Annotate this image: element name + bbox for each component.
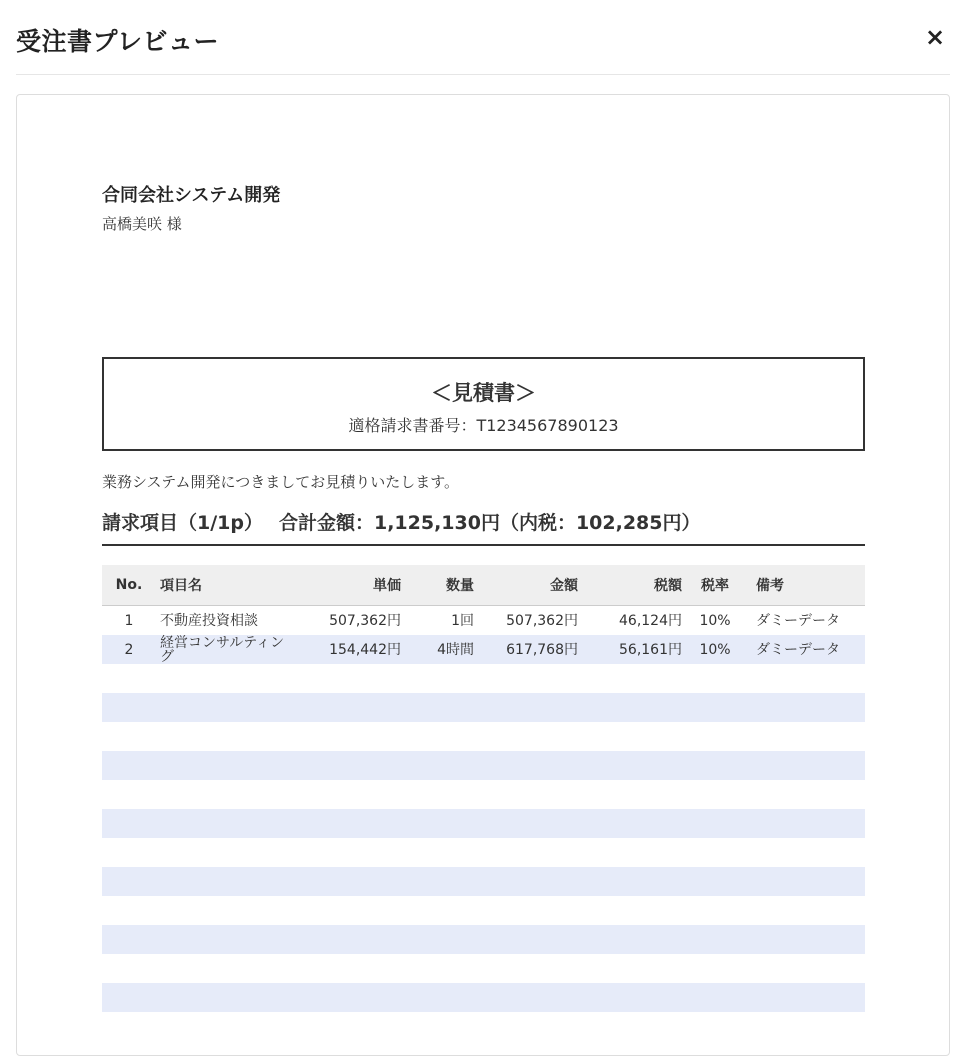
cell-rate bbox=[686, 838, 744, 867]
cell-no bbox=[102, 809, 156, 838]
cell-rate bbox=[686, 809, 744, 838]
cell-tax bbox=[582, 751, 686, 780]
cell-tax bbox=[582, 896, 686, 925]
cell-name bbox=[156, 780, 299, 809]
table-row bbox=[102, 693, 865, 722]
cell-amount: 617,768円 bbox=[478, 635, 582, 664]
cell-price bbox=[299, 954, 405, 983]
cell-price bbox=[299, 751, 405, 780]
cell-amount bbox=[478, 838, 582, 867]
cell-tax bbox=[582, 664, 686, 693]
cell-note bbox=[744, 809, 865, 838]
cell-note bbox=[744, 751, 865, 780]
cell-name bbox=[156, 954, 299, 983]
cell-tax: 46,124円 bbox=[582, 606, 686, 636]
cell-amount bbox=[478, 664, 582, 693]
cell-rate: 10% bbox=[686, 606, 744, 636]
table-header-row bbox=[102, 565, 865, 606]
cell-tax bbox=[582, 780, 686, 809]
cell-no bbox=[102, 896, 156, 925]
cell-amount bbox=[478, 722, 582, 751]
cell-rate bbox=[686, 925, 744, 954]
header-rate: 税率 bbox=[686, 565, 744, 606]
cell-rate bbox=[686, 954, 744, 983]
header-amount: 金額 bbox=[478, 565, 582, 606]
table-row bbox=[102, 983, 865, 1012]
cell-note bbox=[744, 983, 865, 1012]
cell-note bbox=[744, 664, 865, 693]
document-title-box bbox=[102, 357, 865, 451]
cell-name bbox=[156, 722, 299, 751]
cell-tax: 56,161円 bbox=[582, 635, 686, 664]
table-row bbox=[102, 838, 865, 867]
cell-note bbox=[744, 954, 865, 983]
cell-name bbox=[156, 867, 299, 896]
items-table bbox=[102, 565, 865, 1012]
table-row bbox=[102, 751, 865, 780]
table-row bbox=[102, 722, 865, 751]
cell-amount bbox=[478, 780, 582, 809]
summary-line bbox=[102, 508, 865, 546]
table-body bbox=[102, 606, 865, 1013]
cell-no: 1 bbox=[102, 606, 156, 636]
cell-name: 経営コンサルティング bbox=[156, 635, 299, 664]
table-row bbox=[102, 925, 865, 954]
cell-no bbox=[102, 954, 156, 983]
cell-price bbox=[299, 693, 405, 722]
items-page-label: 請求項目（1/1p） bbox=[102, 512, 263, 534]
cell-name bbox=[156, 751, 299, 780]
cell-name bbox=[156, 896, 299, 925]
cell-tax bbox=[582, 838, 686, 867]
total-amount: 合計金額：1,125,130円（内税：102,285円） bbox=[278, 512, 701, 534]
cell-qty bbox=[405, 809, 478, 838]
cell-tax bbox=[582, 954, 686, 983]
cell-price bbox=[299, 983, 405, 1012]
cell-qty: 1回 bbox=[405, 606, 478, 636]
cell-no bbox=[102, 693, 156, 722]
preview-frame bbox=[16, 94, 950, 1056]
cell-tax bbox=[582, 983, 686, 1012]
customer-name: 高橋美咲 様 bbox=[102, 215, 182, 233]
cell-price bbox=[299, 664, 405, 693]
modal-header bbox=[16, 0, 950, 75]
cell-no bbox=[102, 983, 156, 1012]
cell-qty bbox=[405, 954, 478, 983]
cell-note bbox=[744, 780, 865, 809]
header-name: 項目名 bbox=[156, 565, 299, 606]
cell-qty bbox=[405, 925, 478, 954]
cell-qty bbox=[405, 751, 478, 780]
cell-qty bbox=[405, 693, 478, 722]
company-name: 合同会社システム開発 bbox=[102, 185, 281, 206]
cell-price bbox=[299, 838, 405, 867]
cell-note bbox=[744, 838, 865, 867]
document-title: ＜見積書＞ bbox=[431, 381, 536, 405]
cell-price: 507,362円 bbox=[299, 606, 405, 636]
cell-name: 不動産投資相談 bbox=[156, 606, 299, 636]
cell-name bbox=[156, 809, 299, 838]
table-row bbox=[102, 664, 865, 693]
cell-name bbox=[156, 693, 299, 722]
cell-no bbox=[102, 751, 156, 780]
cell-price bbox=[299, 809, 405, 838]
cell-rate bbox=[686, 751, 744, 780]
cell-tax bbox=[582, 809, 686, 838]
cell-note bbox=[744, 867, 865, 896]
cell-note bbox=[744, 925, 865, 954]
cell-amount bbox=[478, 954, 582, 983]
close-icon[interactable]: × bbox=[924, 23, 946, 51]
cell-price bbox=[299, 722, 405, 751]
cell-amount bbox=[478, 693, 582, 722]
cell-tax bbox=[582, 693, 686, 722]
registration-number: 適格請求書番号：T1234567890123 bbox=[348, 416, 619, 435]
cell-name bbox=[156, 925, 299, 954]
cell-amount bbox=[478, 896, 582, 925]
cell-name bbox=[156, 838, 299, 867]
cell-rate bbox=[686, 983, 744, 1012]
cell-qty bbox=[405, 780, 478, 809]
cell-rate bbox=[686, 693, 744, 722]
cell-no bbox=[102, 722, 156, 751]
cell-amount bbox=[478, 983, 582, 1012]
table-row bbox=[102, 809, 865, 838]
cell-price: 154,442円 bbox=[299, 635, 405, 664]
cell-price bbox=[299, 780, 405, 809]
cell-amount bbox=[478, 925, 582, 954]
cell-price bbox=[299, 896, 405, 925]
cell-price bbox=[299, 925, 405, 954]
cell-amount bbox=[478, 751, 582, 780]
cell-note: ダミーデータ bbox=[744, 635, 865, 664]
intro-text: 業務システム開発につきましてお見積りいたします。 bbox=[102, 473, 460, 491]
cell-price bbox=[299, 867, 405, 896]
cell-note bbox=[744, 722, 865, 751]
cell-qty bbox=[405, 983, 478, 1012]
cell-rate bbox=[686, 722, 744, 751]
cell-no bbox=[102, 867, 156, 896]
cell-qty bbox=[405, 664, 478, 693]
cell-amount: 507,362円 bbox=[478, 606, 582, 636]
header-price: 単価 bbox=[299, 565, 405, 606]
header-no: No. bbox=[102, 565, 156, 606]
table-row bbox=[102, 867, 865, 896]
cell-rate bbox=[686, 867, 744, 896]
header-qty: 数量 bbox=[405, 565, 478, 606]
cell-tax bbox=[582, 867, 686, 896]
cell-qty bbox=[405, 838, 478, 867]
cell-rate bbox=[686, 780, 744, 809]
cell-note bbox=[744, 896, 865, 925]
cell-amount bbox=[478, 809, 582, 838]
cell-no bbox=[102, 925, 156, 954]
cell-tax bbox=[582, 925, 686, 954]
cell-qty bbox=[405, 867, 478, 896]
header-note: 備考 bbox=[744, 565, 865, 606]
cell-rate bbox=[686, 896, 744, 925]
table-row bbox=[102, 606, 865, 636]
cell-rate bbox=[686, 664, 744, 693]
cell-qty bbox=[405, 722, 478, 751]
table-row bbox=[102, 896, 865, 925]
cell-no bbox=[102, 664, 156, 693]
table-row bbox=[102, 635, 865, 664]
cell-name bbox=[156, 983, 299, 1012]
cell-no bbox=[102, 780, 156, 809]
cell-note bbox=[744, 693, 865, 722]
cell-name bbox=[156, 664, 299, 693]
cell-no: 2 bbox=[102, 635, 156, 664]
table-row bbox=[102, 954, 865, 983]
cell-note: ダミーデータ bbox=[744, 606, 865, 636]
cell-qty bbox=[405, 896, 478, 925]
modal-title: 受注書プレビュー bbox=[16, 27, 220, 56]
cell-amount bbox=[478, 867, 582, 896]
cell-rate: 10% bbox=[686, 635, 744, 664]
cell-qty: 4時間 bbox=[405, 635, 478, 664]
header-tax: 税額 bbox=[582, 565, 686, 606]
cell-tax bbox=[582, 722, 686, 751]
cell-no bbox=[102, 838, 156, 867]
table-row bbox=[102, 780, 865, 809]
